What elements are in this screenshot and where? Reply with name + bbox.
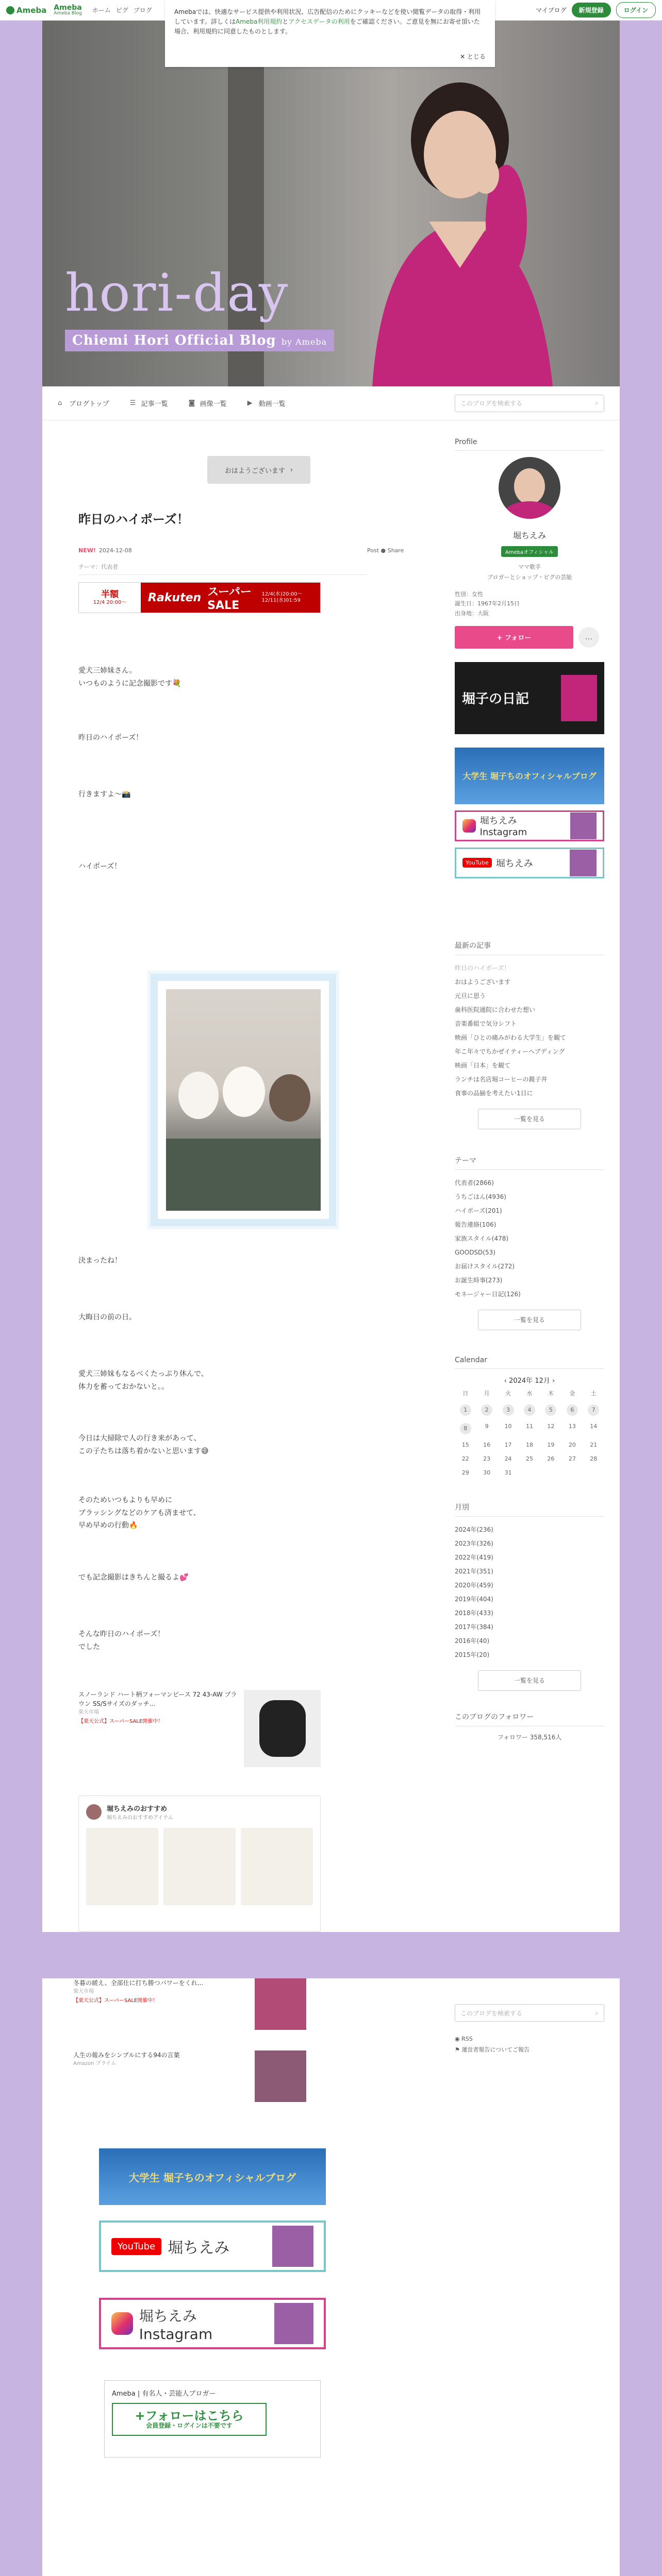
related-product[interactable]: 人生の報みをシンプルにする94の言葉 Amazon プライム — [73, 2050, 372, 2102]
youtube-banner[interactable]: YouTube 堀ちえみ — [455, 848, 604, 878]
archive-link[interactable]: 2020年(459) — [455, 1581, 493, 1589]
recent-entry-link[interactable]: ランチは名店堀コーヒーの親子丼 — [455, 1075, 548, 1083]
entry-paragraph: 愛犬三姉妹もなるべくたっぷり休んで、 体力を蓄っておかないと。。 — [78, 1370, 208, 1391]
ameba-logo[interactable]: Ameba — [6, 6, 46, 15]
related-product[interactable]: 冬暮の緩え、全部仕に打ち勝つパワーをくれ... 楽天市場 【楽天公式】スーパーSALE開催中！ — [73, 1978, 372, 2030]
chevron-left-icon[interactable]: ‹ — [504, 1377, 509, 1385]
cushion — [166, 1139, 321, 1211]
calendar-day: 13 — [568, 1422, 576, 1430]
blog-search-input[interactable]: このブログを検索する ⌕ — [455, 395, 604, 412]
recent-entry-link[interactable]: 音楽番組で気分シフト — [455, 1020, 517, 1027]
archive-link[interactable]: 2024年(236) — [455, 1526, 493, 1533]
theme-link[interactable]: 報告連絡(106) — [455, 1221, 496, 1228]
dogs-photo[interactable] — [151, 974, 336, 1226]
archive-link[interactable]: 2018年(433) — [455, 1609, 493, 1617]
top-nav — [92, 6, 152, 14]
official-badge: Amebaオフィシャル — [501, 546, 558, 557]
calendar-day: 30 — [483, 1469, 491, 1476]
recent-entries-heading: 最新の記事 — [455, 940, 604, 955]
archive-link[interactable]: 2022年(419) — [455, 1553, 493, 1561]
instagram-banner[interactable]: 堀ちえみ Instagram — [99, 2298, 326, 2349]
calendar-day[interactable]: 2 — [481, 1404, 492, 1416]
nav-image-list[interactable]: ◙ 画像一覧 — [188, 399, 227, 408]
entry-paragraph: そのためいつもよりも早めに ブラッシングなどのケアも済ませて、 早め早めの行動🔥 — [78, 1496, 201, 1530]
shop-item[interactable] — [86, 1828, 158, 1905]
recent-more-button[interactable]: 一覧を見る — [478, 1109, 581, 1129]
camera-icon: ◙ — [188, 399, 195, 407]
white-dog — [223, 1066, 265, 1117]
rakuten-sale-banner[interactable]: 半額 12/4 20:00～ Rakuten スーパーSALE 12/4(水)20:00～ 12/11(水)01:59 — [78, 582, 321, 613]
share-buttons[interactable]: Post ● Share — [367, 547, 404, 554]
archive-more-button[interactable]: 一覧を見る — [478, 1670, 581, 1691]
login-button[interactable]: ログイン — [616, 2, 656, 18]
calendar-day[interactable]: 1 — [460, 1404, 471, 1416]
archive-link[interactable]: 2016年(40) — [455, 1637, 490, 1645]
entry-paragraph: 愛犬三姉妹さん。 いつものように記念撮影です💐 — [78, 667, 181, 688]
entry-paragraph: 今日は大掃除で人の行き来があって、 この子たちは落ち着かないと思います😅 — [78, 1434, 209, 1455]
calendar-day: 15 — [461, 1441, 469, 1448]
calendar-day: 27 — [568, 1455, 576, 1462]
top-nav-home[interactable]: ホーム — [92, 7, 111, 14]
register-button[interactable]: 新規登録 — [572, 3, 611, 18]
calendar-day: 12 — [547, 1422, 555, 1430]
home-icon: ⌂ — [58, 399, 62, 407]
recent-entry-link[interactable]: 年こ年々でちかぜイティーヘブディング — [455, 1047, 565, 1055]
calendar-month: ‹ 2024年 12月 › — [504, 1377, 555, 1385]
entry-paragraph: 行きますよ～📸 — [78, 790, 131, 799]
entry-paragraph: ハイポーズ！ — [78, 862, 122, 871]
cookie-close-button[interactable]: ✕ とじる — [460, 53, 486, 60]
flag-icon: ⚑ — [455, 2046, 462, 2053]
blog-subtitle: Chiemi Hori Official Blog by Ameba — [65, 330, 334, 351]
instagram-icon — [111, 2312, 133, 2335]
followers-count[interactable]: フォロワー 358,516人 — [497, 1733, 562, 1741]
chevron-right-icon[interactable]: › — [550, 1377, 555, 1385]
calendar-day: 28 — [590, 1455, 598, 1462]
theme-heading: テーマ — [455, 1155, 604, 1170]
youtube-icon: YouTube — [462, 858, 492, 868]
recent-entry-link[interactable]: 映画「ひとの痛みがわる大学生」を観て — [455, 1033, 567, 1041]
entry-paragraph: 昨日のハイポーズ！ — [78, 734, 143, 742]
recent-entry-link[interactable]: 歯科医院通院に合わせた想い — [455, 1006, 536, 1013]
calendar-day: 31 — [504, 1469, 512, 1476]
related-items — [73, 1978, 372, 2123]
calendar-day[interactable]: 7 — [588, 1404, 599, 1416]
white-dog — [178, 1072, 219, 1119]
header-portrait — [352, 52, 568, 386]
ameba-blog-logo[interactable]: Ameba Ameba Blog — [54, 4, 82, 16]
ameba-follow-banner[interactable]: Ameba | 有名人・芸能人ブロガー +フォローはこちら 会員登録・ログインは不要です — [104, 2380, 321, 2458]
brown-dog — [269, 1074, 310, 1122]
blog-page-lower — [42, 1978, 620, 2576]
product-card[interactable]: スノーランド ハート柄フォーマンピース 72 43-AW ブラウン SS/Sサイズのダッチ... 楽天市場 【楽天公式】スーパーSALE開催中！ — [78, 1690, 321, 1767]
theme-link[interactable]: GOODSD(53) — [455, 1248, 495, 1256]
shop-item[interactable] — [241, 1828, 313, 1905]
instagram-icon — [462, 819, 476, 833]
shop-item[interactable] — [163, 1828, 236, 1905]
recent-entry-link[interactable]: 食事の品揃を考えたい1日に — [455, 1089, 533, 1097]
blog-header-image[interactable] — [42, 21, 620, 386]
theme-link[interactable]: お届けスタイル(272) — [455, 1262, 515, 1270]
calendar-day: 10 — [504, 1422, 512, 1430]
calendar-day: 29 — [461, 1469, 469, 1476]
recent-entry-link[interactable]: 昨日のハイポーズ！ — [455, 964, 510, 972]
sidebar-search-input[interactable]: このブログを検索する ⌕ — [455, 2004, 604, 2022]
profile-avatar[interactable] — [499, 457, 560, 519]
calendar-day: 21 — [590, 1441, 598, 1448]
next-entry-button[interactable]: おはようございます › — [207, 456, 310, 484]
calendar-day: 9 — [485, 1422, 489, 1430]
archive-link[interactable]: 2017年(384) — [455, 1623, 493, 1631]
entry-title[interactable]: 昨日のハイポーズ！ — [78, 512, 189, 527]
theme-link[interactable]: 家族スタイル(478) — [455, 1234, 509, 1242]
rss-icon: ◉ — [455, 2036, 462, 2042]
calendar-day: 24 — [504, 1455, 512, 1462]
entry-paragraph: 決まったね！ — [78, 1257, 122, 1265]
video-icon: ▶ — [247, 399, 253, 407]
calendar-day: 16 — [483, 1441, 491, 1448]
followers-heading: このブログのフォロワー — [455, 1711, 604, 1726]
search-icon[interactable]: ⌕ — [595, 399, 599, 406]
terms-link[interactable]: Ameba利用規約 — [236, 18, 283, 26]
theme-link[interactable]: 代表者(2866) — [455, 1179, 494, 1187]
entry-paragraph: でも記念撮影はきちんと撮るよ💕 — [78, 1573, 189, 1582]
nav-blog-top[interactable]: ⌂ ブログトップ — [58, 399, 109, 408]
official-blog-banner[interactable]: 大学生 堀子ちのオフィシャルブログ — [455, 748, 604, 804]
calendar-day: 20 — [568, 1441, 576, 1448]
calendar-day: 22 — [461, 1455, 469, 1462]
calendar-day: 19 — [547, 1441, 555, 1448]
profile-name[interactable]: 堀ちえみ — [512, 531, 546, 540]
theme-link[interactable]: うちごはん(4936) — [455, 1193, 506, 1200]
blog-title: hori-day — [65, 263, 289, 323]
recommended-shop-box[interactable]: 堀ちえみのおすすめ 堀ちえみのおすすめアイテム — [78, 1795, 321, 1932]
top-nav-blog[interactable]: ブログ — [133, 7, 152, 14]
archive-link[interactable]: 2019年(404) — [455, 1595, 493, 1603]
theme-link[interactable]: モネージャー日記(126) — [455, 1290, 521, 1298]
product-image — [244, 1690, 321, 1767]
entry-date: 2024-12-08 — [98, 547, 132, 554]
archive-link[interactable]: 2021年(351) — [455, 1567, 493, 1575]
sidebar: Profile 堀ちえみ Amebaオフィシャル ママ歌手 ブロガーとショップ・ピグの芸能 性別：女性 誕生日：1967年2月15日 出身地：大阪 + フォロー … 堀子の日記 大学生 堀子ちのオフィシャルブログ 堀ちえみ Instagram YouTube 堀ちえみ 最新の記事 昨日のハイポーズ！ おはようございます 元旦に思う 歯科医院通院に合わせた想い 音楽番組で気分シフト 映画「ひとの痛みがわる大学生」を観て 年こ年々でちかぜイティーヘブディング 映画「日本」を観て ランチは名店堀コーヒーの親子丼 食事の品揃を考えたい1日に 一覧を見る テーマ 代表者(2866) うちごはん(4936) ハイポーズ(201) 報告連絡(106) 家族スタイル(478) GOODSD(53) お届けスタイル(272) お誕生時事(273) モネージャー日記(126) 一覧を見る Calendar ‹ 2024年 12月 › 日 月 火 水 木 金 土 1 2 3 4 5 6 7 8 9 10 11 12 13 14 15 16 17 18 19 20 21 22 23 24 25 26 27 28 29 30 31 月別 2024年(236) 2023年(326) 2022年(419) 2021年(351) 2020年(459) 2019年(404) 2018年(433) 2017年(384) 2016年(40) 2015年(20) 一覧を見る このブログのフォロワー フォロワー 358,516人 — [455, 438, 604, 1741]
calendar-day: 17 — [504, 1441, 512, 1448]
cookie-notice: Amebaでは、快適なサービス提供や利用状況、広告配信のためにクッキーなどを使い閲覧データの取得・利用しています。詳しくはAmeba利用規約とアクセスデータの利用をご確認ください。ご意見を無にお寄せ頂いた場合、利用規約に同意したものとします。 ✕ とじる — [165, 0, 495, 67]
book-banner[interactable]: 堀子の日記 — [455, 662, 604, 734]
archive-link[interactable]: 2023年(326) — [455, 1539, 493, 1547]
list-icon: ☰ — [129, 399, 136, 407]
entry-theme[interactable]: テーマ：代表者 — [78, 564, 118, 570]
nav-video-list[interactable]: ▶ 動画一覧 — [247, 399, 286, 408]
recent-entries-list — [455, 961, 604, 1100]
calendar-day: 18 — [525, 1441, 533, 1448]
archive-heading: 月別 — [455, 1502, 604, 1517]
calendar-day[interactable]: 8 — [460, 1423, 471, 1434]
top-nav-pigg[interactable]: ピグ — [115, 7, 128, 14]
calendar-day[interactable]: 5 — [545, 1404, 556, 1416]
theme-link[interactable]: ハイポーズ(201) — [455, 1207, 502, 1214]
theme-more-button[interactable]: 一覧を見る — [478, 1310, 581, 1330]
youtube-banner[interactable]: YouTube 堀ちえみ — [99, 2221, 326, 2272]
official-blog-banner[interactable]: 大学生 堀子ちのオフィシャルブログ — [99, 2148, 326, 2205]
calendar-day[interactable]: 3 — [503, 1404, 514, 1416]
my-blog-link[interactable]: マイブログ — [536, 7, 567, 14]
blog-nav — [42, 386, 620, 420]
calendar-grid: 日 月 火 水 木 金 土 1 2 3 4 5 6 7 8 9 10 11 12 13 14 15 16 17 18 19 20 21 22 23 24 25 26 27 28 29 30 31 — [455, 1389, 604, 1476]
theme-list — [455, 1176, 604, 1301]
blog-page-upper — [42, 21, 620, 1932]
search-icon[interactable]: ⌕ — [595, 2009, 599, 2016]
calendar-day: 25 — [525, 1455, 533, 1462]
archive-link[interactable]: 2015年(20) — [455, 1651, 490, 1658]
follow-button[interactable]: + フォロー — [455, 626, 573, 649]
theme-link[interactable]: お誕生時事(273) — [455, 1276, 503, 1284]
calendar-day: 14 — [590, 1422, 598, 1430]
product-image — [255, 1978, 306, 2030]
ameba-logo-icon — [6, 6, 14, 14]
calendar-day[interactable]: 6 — [567, 1404, 578, 1416]
calendar-heading: Calendar — [455, 1356, 604, 1369]
calendar-day: 11 — [525, 1422, 533, 1430]
recent-entry-link[interactable]: おはようございます — [455, 978, 511, 986]
profile-heading: Profile — [455, 438, 604, 451]
youtube-icon: YouTube — [111, 2238, 161, 2255]
archive-list — [455, 1523, 604, 1662]
entry-paragraph: そんな昨日のハイポーズ！ でした — [78, 1630, 165, 1651]
instagram-banner[interactable]: 堀ちえみ Instagram — [455, 810, 604, 841]
new-badge: NEW! — [78, 547, 96, 554]
entry-divider — [78, 574, 367, 575]
calendar-day: 26 — [547, 1455, 555, 1462]
recent-entry-link[interactable]: 映画「日本」を観て — [455, 1061, 511, 1069]
calendar-day: 23 — [483, 1455, 491, 1462]
more-options-button[interactable]: … — [578, 627, 599, 648]
access-data-link[interactable]: アクセスデータの利用 — [288, 18, 350, 26]
rss-link[interactable]: ◉ RSS — [455, 2036, 473, 2042]
report-link[interactable]: ⚑ 運営者報告についてご報告 — [455, 2046, 530, 2053]
entry-paragraph: 大晦日の前の日。 — [78, 1313, 136, 1321]
top-actions — [536, 2, 656, 18]
nav-entry-list[interactable]: ☰ 記事一覧 — [129, 399, 168, 408]
calendar-day[interactable]: 4 — [524, 1404, 535, 1416]
avatar — [86, 1804, 102, 1820]
chevron-right-icon: › — [290, 466, 293, 474]
recent-entry-link[interactable]: 元旦に思う — [455, 992, 486, 999]
entry-meta — [78, 547, 132, 554]
product-image — [255, 2050, 306, 2102]
